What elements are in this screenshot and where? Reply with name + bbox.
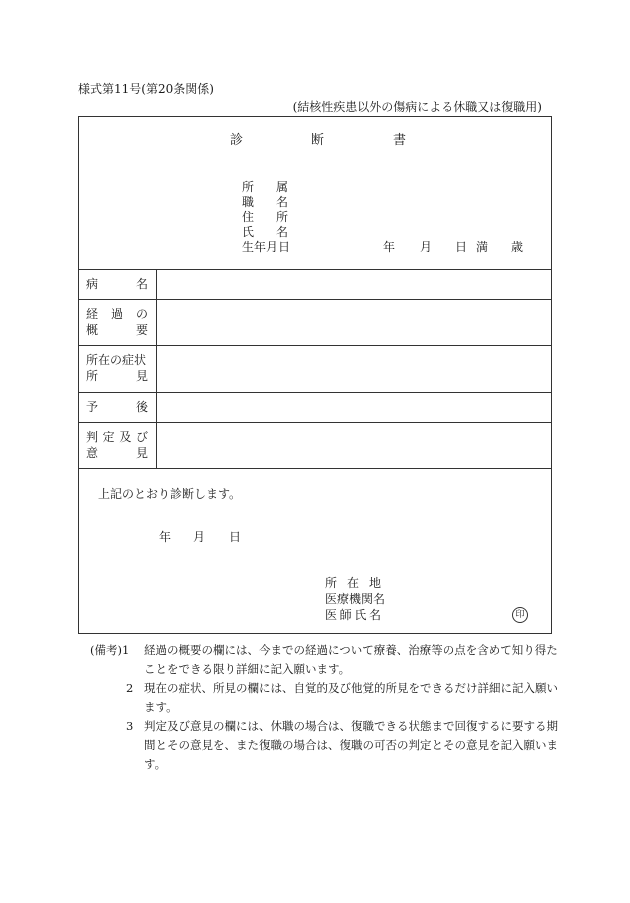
remark-text: 経過の概要の欄には、今までの経過について療養、治療等の点を含めて知り得たことをできる限り詳細に記入願います。 bbox=[144, 643, 558, 676]
field-name: 氏 名 bbox=[242, 225, 288, 239]
title-char-1: 診 bbox=[230, 133, 244, 148]
doctor-name-label: 医 師 氏 名 bbox=[325, 608, 381, 622]
progress-summary-cell[interactable] bbox=[157, 300, 551, 345]
seal-mark: 印 bbox=[512, 607, 528, 623]
clinic-institution-label: 医療機関名 bbox=[325, 592, 386, 606]
declaration-text: 上記のとおり診断します。 bbox=[98, 487, 242, 501]
date-day-unit: 日 bbox=[229, 530, 242, 544]
field-affiliation: 所 属 bbox=[242, 180, 288, 194]
date-year-unit: 年 bbox=[159, 530, 172, 544]
remark-item bbox=[90, 679, 560, 717]
remarks-section bbox=[90, 641, 560, 774]
remark-number: 2 bbox=[126, 681, 134, 695]
title-char-2: 断 bbox=[311, 133, 325, 148]
row-label-disease-name: 病 名 bbox=[86, 277, 148, 291]
date-month-unit: 月 bbox=[193, 530, 206, 544]
form-subtitle: (結核性疾患以外の傷病による休職又は復職用) bbox=[292, 100, 542, 114]
birth-day-unit: 日 bbox=[455, 240, 468, 254]
remark-text: 現在の症状、所見の欄には、自覚的及び他覚的所見をできるだけ詳細に記入願います。 bbox=[144, 681, 558, 714]
remark-text: 判定及び意見の欄には、休職の場合は、復職できる状態まで回復するに要する期間とその意見を、また復職の場合は、復職の可否の判定とその意見を記入願います。 bbox=[144, 719, 558, 771]
field-birthdate: 生年月日 bbox=[242, 240, 291, 254]
remark-number: 3 bbox=[126, 719, 134, 733]
judgment-opinion-cell[interactable] bbox=[157, 423, 551, 468]
prognosis-cell[interactable] bbox=[157, 393, 551, 422]
field-address: 住 所 bbox=[242, 210, 288, 224]
row-label-judgment-opinion: 判 定 及 び 意 見 bbox=[86, 430, 148, 460]
remarks-heading: (備考)1 bbox=[90, 643, 130, 657]
age-full-label: 満 bbox=[476, 240, 489, 254]
row-label-progress-summary: 経 過 の 概 要 bbox=[86, 307, 148, 337]
birth-year-unit: 年 bbox=[383, 240, 396, 254]
row-label-prognosis: 予 後 bbox=[86, 400, 148, 414]
current-symptoms-cell[interactable] bbox=[157, 346, 551, 392]
age-unit: 歳 bbox=[511, 240, 524, 254]
clinic-location-label: 所 在 地 bbox=[325, 576, 381, 590]
row-divider bbox=[79, 468, 551, 469]
diagnosis-form-frame bbox=[78, 116, 552, 634]
title-char-3: 書 bbox=[393, 133, 407, 148]
birth-month-unit: 月 bbox=[420, 240, 433, 254]
remark-item bbox=[90, 717, 560, 774]
form-number-label: 様式第11号(第20条関係) bbox=[78, 82, 214, 96]
disease-name-cell[interactable] bbox=[157, 270, 551, 299]
remark-item bbox=[90, 641, 560, 679]
row-label-current-symptoms: 所在の症状 所 見 bbox=[86, 353, 148, 383]
field-position: 職 名 bbox=[242, 195, 288, 209]
